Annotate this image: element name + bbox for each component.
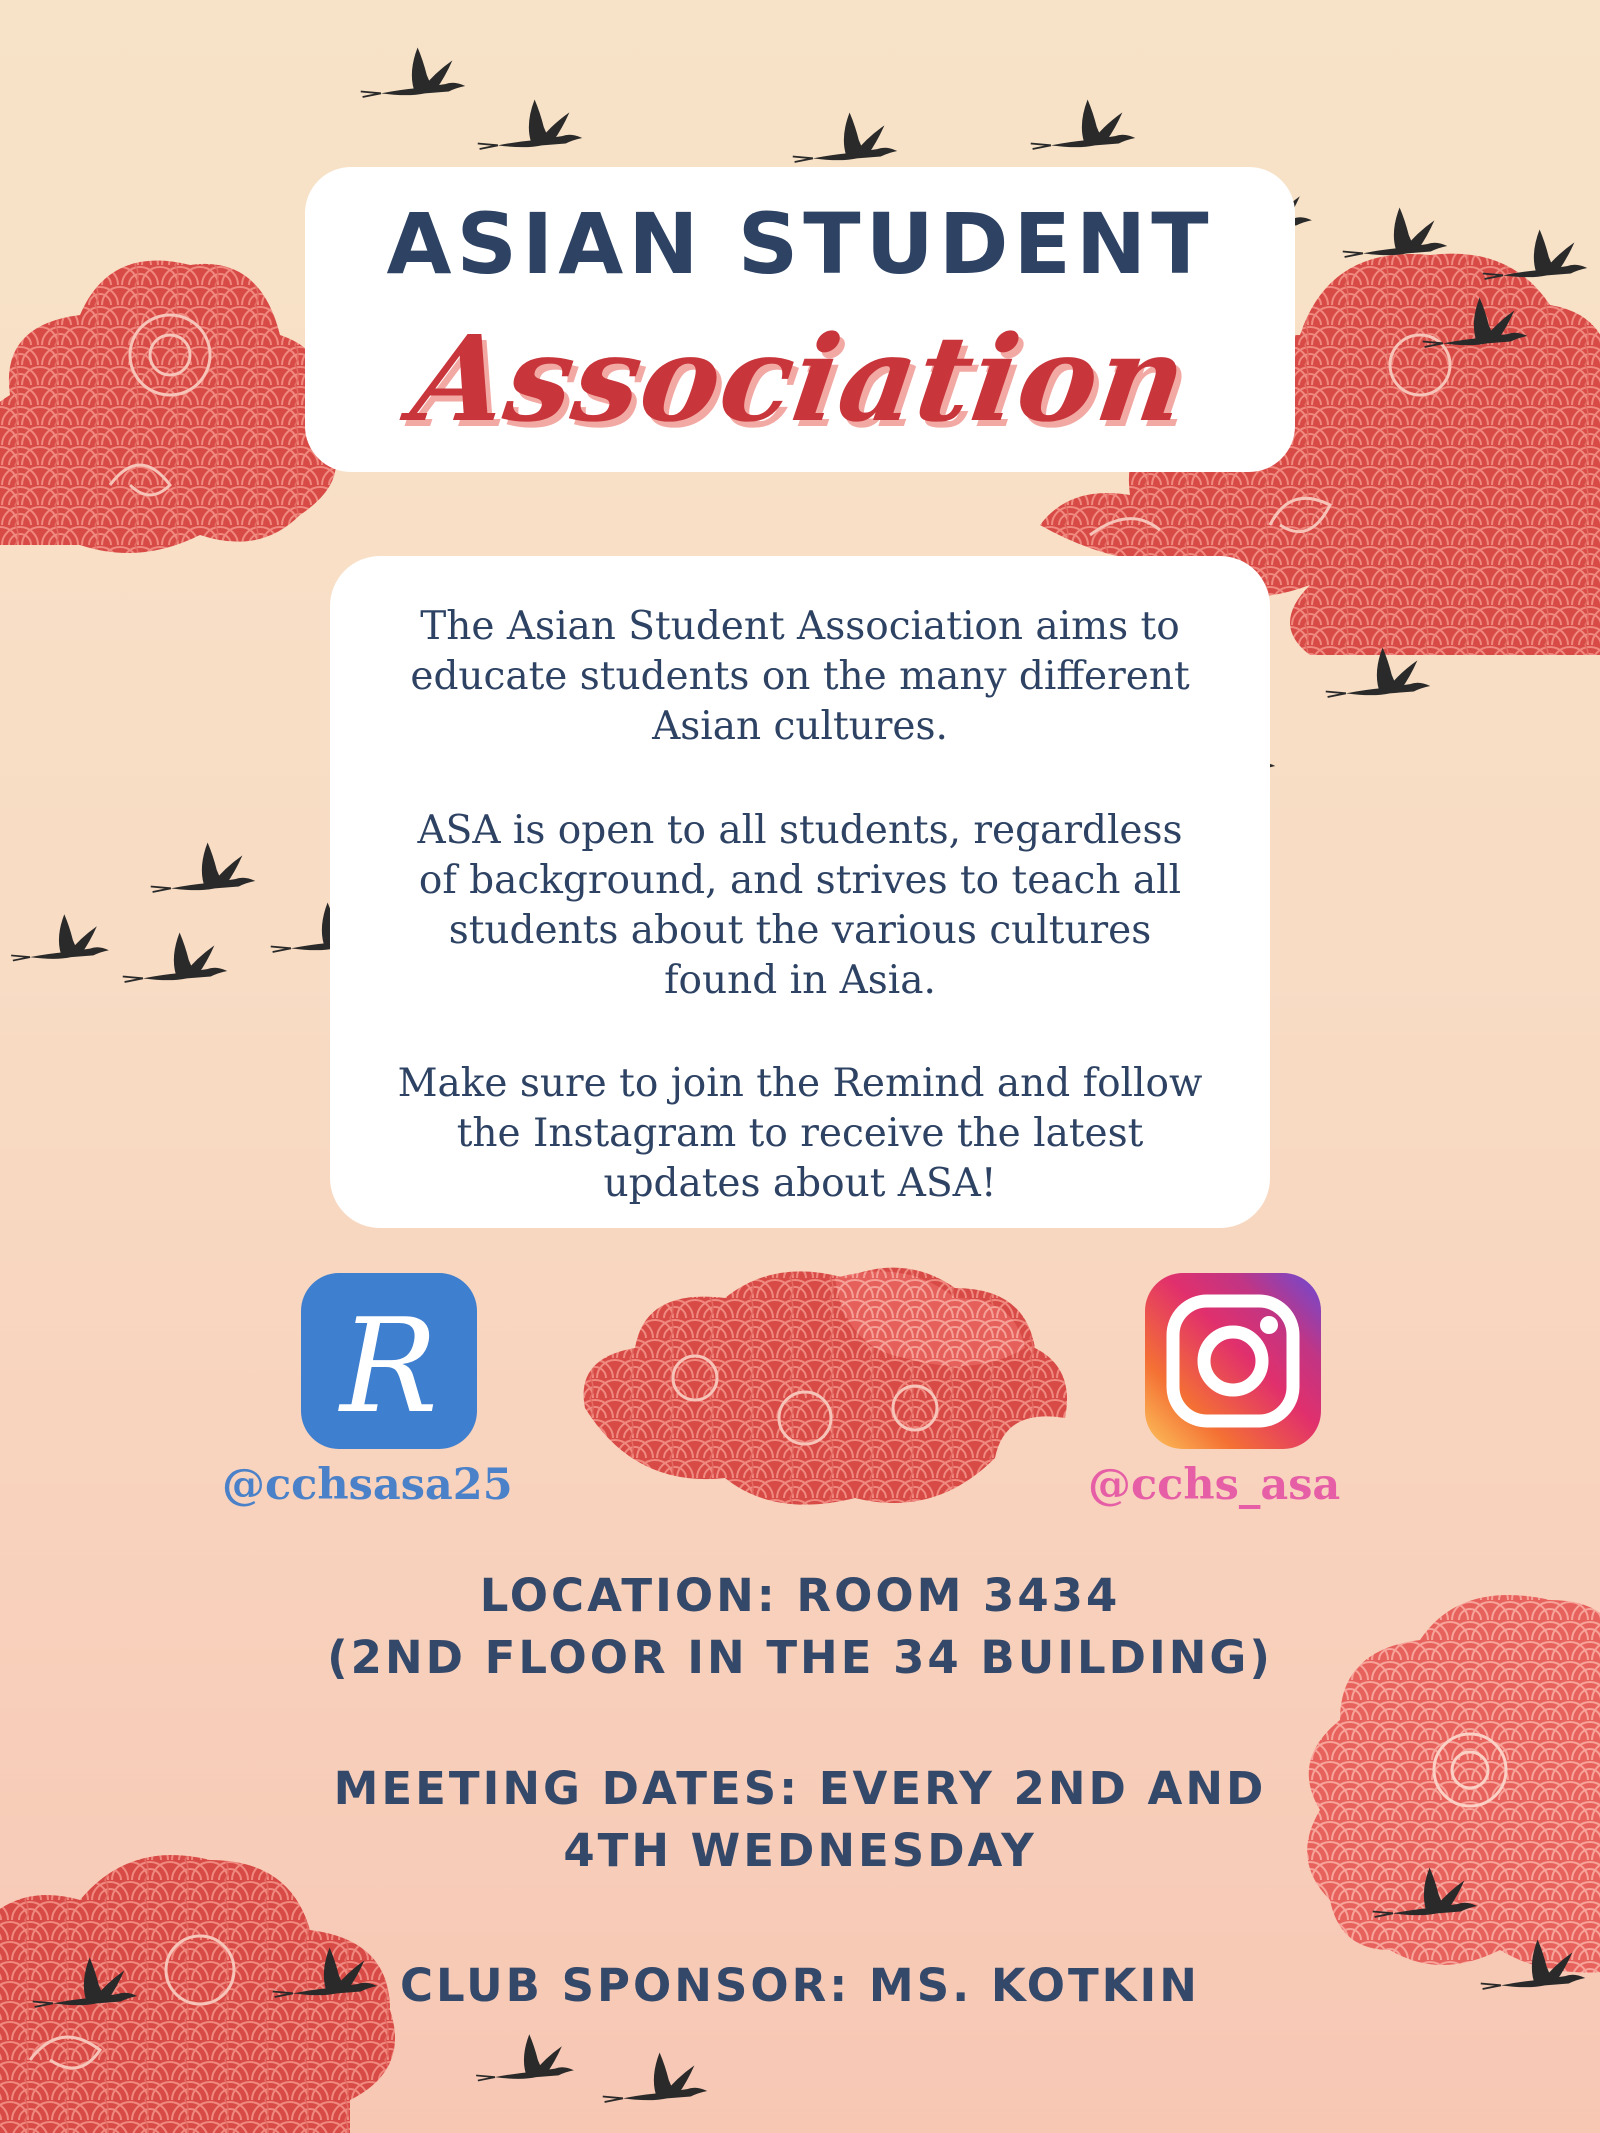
crane-silhouette-icon: [1323, 640, 1433, 710]
intro-line: found in Asia.: [664, 958, 936, 1003]
location-info: [0, 1565, 1600, 1689]
crane-silhouette-icon: [1028, 92, 1138, 162]
intro-line: Asian cultures.: [652, 704, 948, 749]
intro-line: the Instagram to receive the latest: [456, 1111, 1144, 1156]
title-script: Association: [404, 309, 1196, 448]
crane-silhouette-icon: [1480, 222, 1590, 292]
crane-silhouette-icon: [475, 92, 585, 162]
crane-silhouette-icon: [120, 925, 230, 995]
sponsor-line: CLUB SPONSOR: MS. KOTKIN: [400, 1959, 1200, 2012]
camera-icon: [1145, 1273, 1321, 1449]
cloud-pattern-icon: [575, 1258, 1085, 1518]
title-card: [305, 167, 1295, 472]
intro-paragraph-3: [370, 1059, 1230, 1209]
intro-line: Make sure to join the Remind and follow: [397, 1061, 1203, 1106]
intro-line: educate students on the many different: [410, 654, 1190, 699]
crane-silhouette-icon: [790, 105, 900, 175]
crane-silhouette-icon: [1340, 200, 1450, 270]
intro-paragraph-1: [370, 602, 1230, 752]
crane-silhouette-icon: [470, 2030, 580, 2090]
intro-line: The Asian Student Association aims to: [420, 604, 1180, 649]
crane-silhouette-icon: [600, 2045, 710, 2115]
intro-line: ASA is open to all students, regardless: [417, 808, 1183, 853]
instagram-handle[interactable]: @cchs_asa: [1088, 1460, 1341, 1510]
meeting-info: [0, 1758, 1600, 1882]
meeting-line: 4TH WEDNESDAY: [563, 1824, 1037, 1877]
intro-line: of background, and strives to teach all: [418, 858, 1182, 903]
meeting-line: MEETING DATES: EVERY 2ND AND: [333, 1762, 1267, 1815]
crane-silhouette-icon: [358, 40, 468, 110]
title-main: ASIAN STUDENT: [386, 195, 1214, 293]
location-line: LOCATION: ROOM 3434: [479, 1569, 1121, 1622]
svg-text:R: R: [340, 1290, 438, 1442]
remind-icon[interactable]: [301, 1273, 477, 1449]
intro-paragraph-2: [370, 806, 1230, 1006]
location-line: (2ND FLOOR IN THE 34 BUILDING): [327, 1631, 1273, 1684]
remind-handle[interactable]: @cchsasa25: [222, 1460, 513, 1510]
title-script-wrap: [365, 309, 1235, 459]
intro-line: updates about ASA!: [603, 1161, 997, 1206]
crane-silhouette-icon: [148, 835, 258, 905]
crane-silhouette-icon: [1420, 290, 1530, 360]
instagram-icon[interactable]: [1145, 1273, 1321, 1449]
intro-line: students about the various cultures: [448, 908, 1152, 953]
remind-logo-icon: [301, 1273, 477, 1449]
info-card: [330, 556, 1270, 1228]
sponsor-info: [0, 1955, 1600, 2017]
crane-silhouette-icon: [5, 910, 115, 970]
